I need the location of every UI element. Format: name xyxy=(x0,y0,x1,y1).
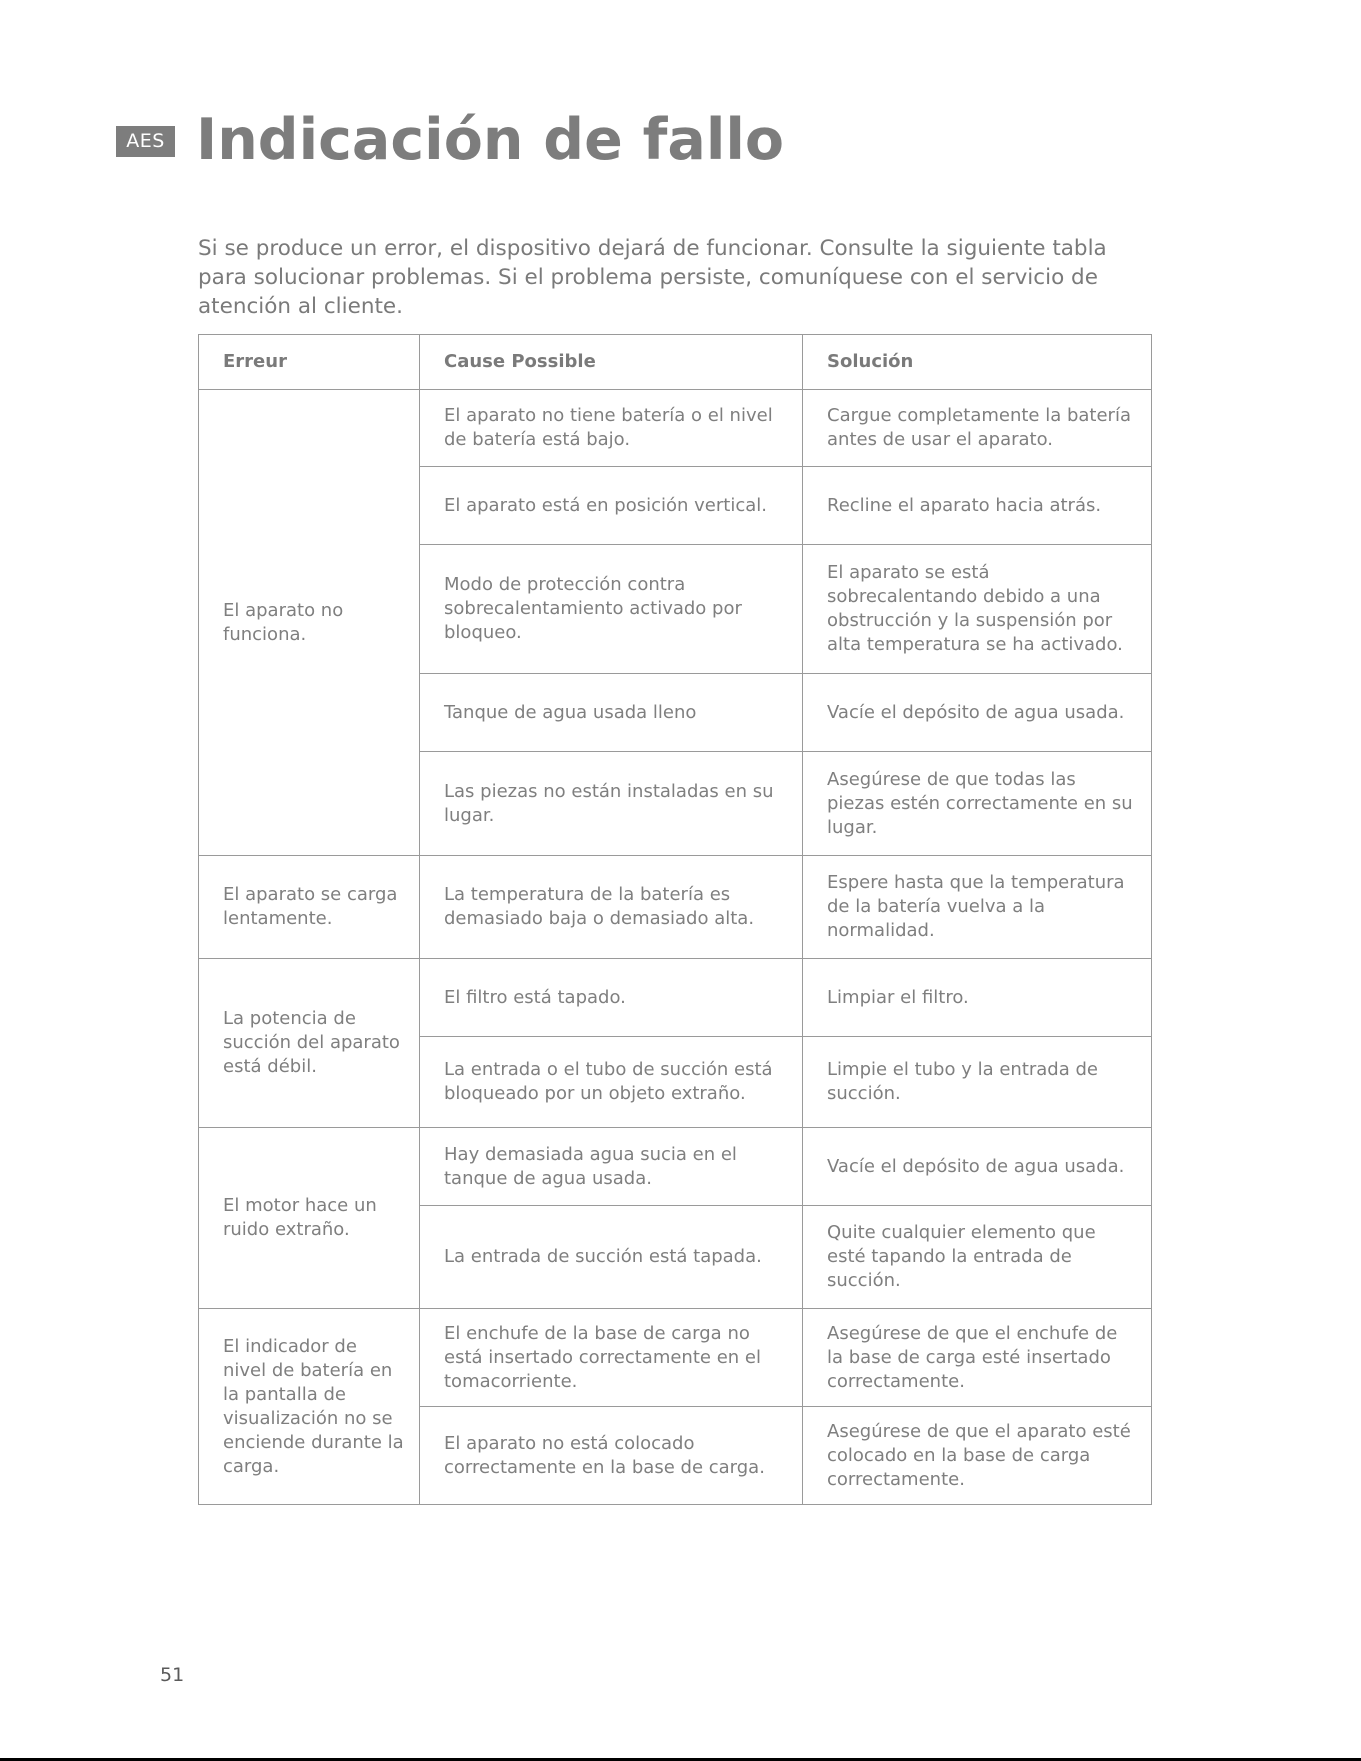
cause-cell: El aparato está en posición vertical. xyxy=(420,467,803,545)
fault-table xyxy=(198,334,1152,1505)
cause-cell: El filtro está tapado. xyxy=(420,959,803,1037)
cause-cell: Modo de protección contra sobrecalentamiento activado por bloqueo. xyxy=(420,545,803,674)
solution-cell: Espere hasta que la temperatura de la batería vuelva a la normalidad. xyxy=(803,856,1152,959)
table-row xyxy=(199,390,1152,467)
solution-cell: Vacíe el depósito de agua usada. xyxy=(803,1128,1152,1206)
cause-cell: La entrada de succión está tapada. xyxy=(420,1206,803,1309)
solution-cell: El aparato se está sobrecalentando debido a una obstrucción y la suspensión por alta temperatura se ha activado. xyxy=(803,545,1152,674)
table-row xyxy=(199,1309,1152,1407)
header-cause: Cause Possible xyxy=(420,335,803,390)
header-solution: Solución xyxy=(803,335,1152,390)
cause-cell: Tanque de agua usada lleno xyxy=(420,674,803,752)
error-cell: El motor hace un ruido extraño. xyxy=(199,1128,420,1309)
cause-cell: La entrada o el tubo de succión está bloqueado por un objeto extraño. xyxy=(420,1037,803,1128)
header-error: Erreur xyxy=(199,335,420,390)
error-cell: El aparato se carga lentamente. xyxy=(199,856,420,959)
solution-cell: Asegúrese de que todas las piezas estén correctamente en su lugar. xyxy=(803,752,1152,856)
page-title: Indicación de fallo xyxy=(196,107,785,173)
cause-cell: La temperatura de la batería es demasiado baja o demasiado alta. xyxy=(420,856,803,959)
language-badge: AES xyxy=(116,126,175,157)
solution-cell: Asegúrese de que el aparato esté colocado en la base de carga correctamente. xyxy=(803,1407,1152,1505)
cause-cell: El aparato no está colocado correctamente en la base de carga. xyxy=(420,1407,803,1505)
table-row xyxy=(199,856,1152,959)
solution-cell: Vacíe el depósito de agua usada. xyxy=(803,674,1152,752)
error-cell: El indicador de nivel de batería en la pantalla de visualización no se enciende durante la carga. xyxy=(199,1309,420,1505)
cause-cell: Las piezas no están instaladas en su lugar. xyxy=(420,752,803,856)
intro-paragraph: Si se produce un error, el dispositivo dejará de funcionar. Consulte la siguiente tabla para solucionar problemas. Si el problema persiste, comuníquese con el servicio de atención al cliente. xyxy=(198,236,1107,319)
solution-cell: Asegúrese de que el enchufe de la base de carga esté insertado correctamente. xyxy=(803,1309,1152,1407)
table-row xyxy=(199,959,1152,1037)
table-row xyxy=(199,1128,1152,1206)
solution-cell: Quite cualquier elemento que esté tapando la entrada de succión. xyxy=(803,1206,1152,1309)
cause-cell: El enchufe de la base de carga no está insertado correctamente en el tomacorriente. xyxy=(420,1309,803,1407)
page-number: 51 xyxy=(160,1664,185,1686)
cause-cell: El aparato no tiene batería o el nivel de batería está bajo. xyxy=(420,390,803,467)
solution-cell: Limpiar el filtro. xyxy=(803,959,1152,1037)
solution-cell: Cargue completamente la batería antes de usar el aparato. xyxy=(803,390,1152,467)
solution-cell: Recline el aparato hacia atrás. xyxy=(803,467,1152,545)
cause-cell: Hay demasiada agua sucia en el tanque de agua usada. xyxy=(420,1128,803,1206)
solution-cell: Limpie el tubo y la entrada de succión. xyxy=(803,1037,1152,1128)
error-cell: El aparato no funciona. xyxy=(199,390,420,856)
table-header-row xyxy=(199,335,1152,390)
error-cell: La potencia de succión del aparato está débil. xyxy=(199,959,420,1128)
